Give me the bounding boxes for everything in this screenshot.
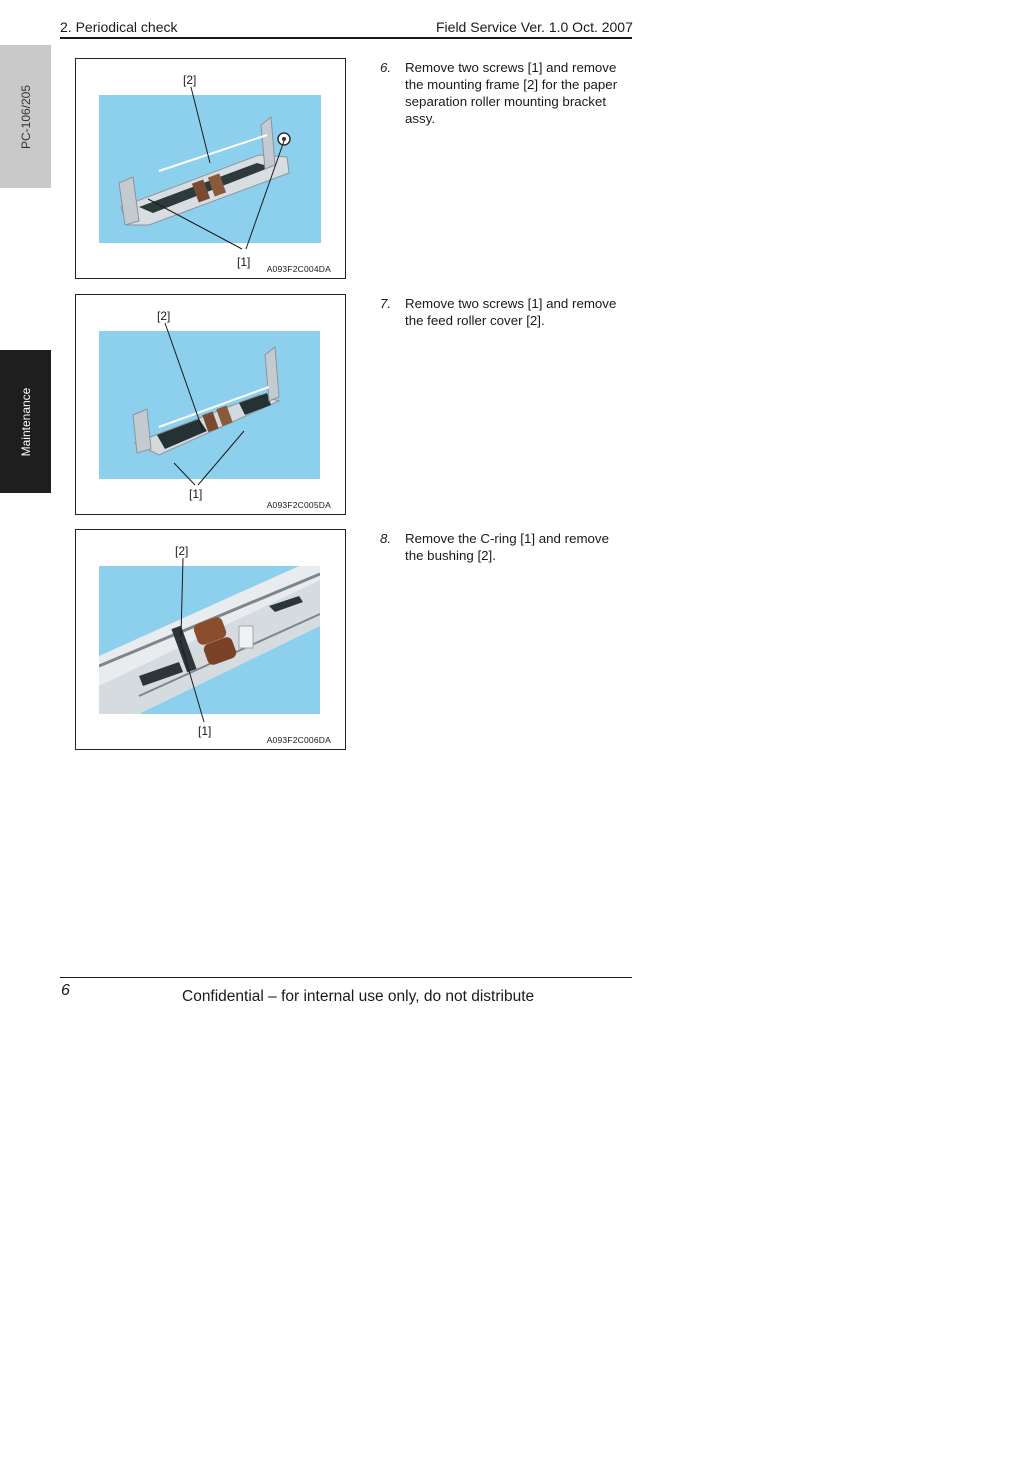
footer-divider <box>60 977 632 978</box>
step-number: 7. <box>380 296 392 311</box>
step-instruction: Remove two screws [1] and remove the mounting frame [2] for the paper separation roller mounting bracket assy. <box>405 60 618 126</box>
figure-step-6 <box>75 58 346 279</box>
callout-label-2: [2] <box>183 73 197 87</box>
figure-step-8 <box>75 529 346 750</box>
callout-label-2: [2] <box>175 544 189 558</box>
header-divider <box>60 37 632 39</box>
header-section-title: 2. Periodical check <box>60 19 178 35</box>
header-edition: Field Service Ver. 1.0 Oct. 2007 <box>436 19 633 35</box>
chapter-tab <box>0 350 51 493</box>
callout-label-1: [1] <box>237 255 251 269</box>
page-number: 6 <box>61 982 70 999</box>
figure-step-7 <box>75 294 346 515</box>
figure-code: A093F2C004DA <box>266 264 331 274</box>
photo-mounting-frame <box>99 95 321 243</box>
photo-c-ring-bushing <box>99 566 320 714</box>
step-number: 6. <box>380 60 392 75</box>
callout-label-1: [1] <box>189 487 203 501</box>
model-tab <box>0 45 51 188</box>
callout-label-2: [2] <box>157 309 171 323</box>
model-tab-label: PC-106/205 <box>18 84 33 149</box>
step-instruction: Remove two screws [1] and remove the feed roller cover [2]. <box>405 296 617 328</box>
confidentiality-notice: Confidential – for internal use only, do not distribute <box>182 988 535 1005</box>
figure-code: A093F2C005DA <box>266 500 331 510</box>
chapter-tab-label: Maintenance <box>18 387 33 456</box>
photo-feed-roller-cover <box>99 331 320 479</box>
step-number: 8. <box>380 531 392 546</box>
figure-code: A093F2C006DA <box>266 735 331 745</box>
callout-label-1: [1] <box>198 724 212 738</box>
step-instruction: Remove the C-ring [1] and remove the bushing [2]. <box>405 531 609 563</box>
